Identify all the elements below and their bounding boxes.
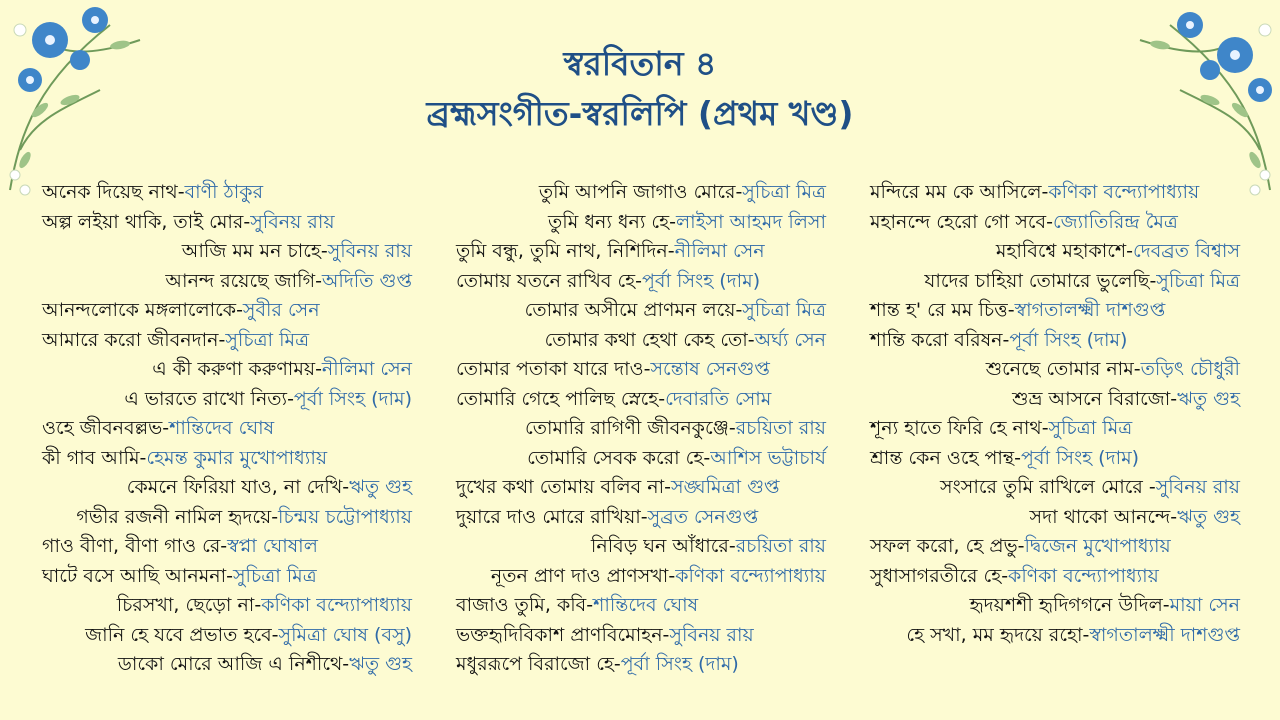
list-item — [42, 444, 412, 474]
dash-separator: - — [320, 240, 328, 262]
singer-name: সুবিনয় রায় — [1155, 476, 1240, 498]
dash-separator: - — [1162, 594, 1170, 616]
dash-separator: - — [664, 476, 671, 498]
list-item — [870, 326, 1240, 356]
singer-name: ঋতু গুহ — [349, 476, 412, 498]
list-item — [870, 208, 1240, 238]
dash-separator: - — [1046, 210, 1053, 233]
song-title: মন্দিরে মম কে আসিলে — [870, 181, 1042, 203]
dash-separator: - — [315, 358, 322, 380]
singer-name: সুবিনয় রায় — [327, 240, 412, 262]
list-item — [870, 414, 1240, 444]
song-title: তুমি বন্ধু, তুমি নাথ, নিশিদিন — [456, 240, 668, 262]
song-title: সংসারে তুমি রাখিলে মোরে — [940, 476, 1149, 498]
song-title: শূন্য হাতে ফিরি হে নাথ — [870, 417, 1042, 439]
singer-name: বাণী ঠাকুর — [184, 181, 264, 203]
list-item — [42, 267, 412, 297]
singer-name: সুচিত্রা মিত্র — [225, 328, 310, 351]
singer-name: রচয়িতা রায় — [735, 535, 826, 557]
dash-separator: - — [218, 328, 226, 351]
song-title: অল্প লইয়া থাকি, তাই মোর — [42, 210, 244, 233]
list-item — [456, 503, 826, 533]
song-title: বাজাও তুমি, কবি — [456, 594, 587, 616]
singer-name: অদিতি গুপ্ত — [321, 269, 412, 292]
song-title: তোমারি রাগিণী জীবনকুঞ্জে — [525, 417, 729, 439]
list-item — [42, 621, 412, 651]
singer-name: সুচিত্রা মিত্র — [742, 299, 826, 321]
singer-name: সুবীর সেন — [242, 299, 320, 321]
list-item — [42, 385, 412, 415]
list-item — [456, 650, 826, 680]
dash-separator: - — [643, 358, 651, 380]
song-title: হৃদয়শশী হৃদিগগনে উদিল — [969, 594, 1163, 616]
song-title: আমারে করো জীবনদান — [42, 328, 219, 351]
singer-name: অর্ঘ্য সেন — [754, 328, 826, 351]
dash-separator: - — [1014, 446, 1021, 469]
singer-name: স্বাগতালক্ষ্মী দাশগুপ্ত — [1089, 623, 1240, 646]
singer-name: স্বপ্না ঘোষাল — [227, 535, 318, 557]
singer-name: মায়া সেন — [1169, 594, 1240, 616]
singer-name: পূর্বা সিংহ (দাম) — [642, 269, 761, 292]
list-item — [456, 473, 826, 503]
list-item — [870, 621, 1240, 651]
list-item — [456, 296, 826, 326]
list-item — [42, 473, 412, 503]
page-title: স্বরবিতান ৪ — [563, 44, 717, 83]
singer-name: তড়িৎ চৌধুরী — [1140, 358, 1240, 380]
song-title: দুখের কথা তোমায় বলিব না — [456, 476, 665, 498]
singer-name: শান্তিদেব ঘোষ — [169, 417, 275, 439]
dash-separator: - — [640, 505, 648, 528]
dash-separator: - — [586, 594, 594, 616]
song-title: গাও বীণা, বীণা গাও রে — [42, 535, 221, 557]
song-title: শান্ত হ' রে মম চিত্ত — [870, 299, 1008, 321]
list-item — [870, 385, 1240, 415]
singer-name: জ্যোতিরিন্দ্র মৈত্র — [1052, 210, 1178, 233]
singer-name: আশিস ভট্টাচার্য — [710, 446, 826, 469]
dash-separator: - — [1126, 240, 1133, 262]
singer-name: চিন্ময় চট্টোপাধ্যায় — [278, 505, 412, 528]
dash-separator: - — [1170, 387, 1178, 410]
dash-separator: - — [1170, 505, 1178, 528]
song-title: নিবিড় ঘন আঁধারে — [590, 535, 729, 557]
singer-name: সঙ্ঘমিত্রা গুপ্ত — [671, 476, 780, 498]
dash-separator: - — [1002, 328, 1010, 351]
list-item — [42, 562, 412, 592]
list-item — [870, 267, 1240, 297]
singer-name: সুবিনয় রায় — [250, 210, 335, 233]
list-item — [42, 650, 412, 680]
song-title: তোমার পতাকা যারে দাও — [456, 358, 644, 380]
song-title: কেমনে ফিরিয়া যাও, না দেখি — [126, 476, 343, 498]
song-title: তোমারি সেবক করো হে — [527, 446, 704, 469]
singer-name: স্বাগতালক্ষ্মী দাশগুপ্ত — [1014, 299, 1166, 321]
singer-name: পূর্বা সিংহ (দাম) — [620, 653, 739, 675]
singer-name: সুচিত্রা মিত্র — [233, 564, 317, 587]
song-title: তোমায় যতনে রাখিব হে — [456, 269, 636, 292]
song-title: তুমি ধন্য ধন্য হে — [548, 210, 670, 233]
song-title: সুধাসাগরতীরে হে — [870, 564, 1002, 587]
singer-name: সন্তোষ সেনগুপ্ত — [650, 358, 770, 380]
singer-name: কণিকা বন্দ্যোপাধ্যায় — [1008, 564, 1159, 587]
song-column-1 — [42, 178, 412, 698]
dash-separator: - — [668, 564, 676, 587]
singer-name: পূর্বা সিংহ (দাম) — [1020, 446, 1140, 469]
list-item — [456, 237, 826, 267]
singer-name: নীলিমা সেন — [321, 358, 412, 380]
dash-separator: - — [735, 299, 743, 321]
song-title: তোমার অসীমে প্রাণমন লয়ে — [524, 299, 736, 321]
list-item — [870, 296, 1240, 326]
song-title: আনন্দলোকে মঙ্গলালোকে — [42, 299, 237, 321]
song-title: কী গাব আমি — [42, 446, 140, 469]
dash-separator: - — [342, 653, 350, 675]
dash-separator: - — [220, 535, 228, 557]
list-item — [456, 444, 826, 474]
list-item — [42, 355, 412, 385]
song-column-2 — [456, 178, 826, 698]
list-item — [456, 385, 826, 415]
singer-name: সুব্রত সেনগুপ্ত — [647, 505, 759, 528]
dash-separator: - — [735, 181, 743, 203]
list-item — [42, 237, 412, 267]
singer-name: সুবিনয় রায় — [669, 623, 754, 646]
dash-separator: - — [1149, 269, 1157, 292]
singer-name: কণিকা বন্দ্যোপাধ্যায় — [261, 594, 412, 616]
dash-separator: - — [162, 417, 170, 439]
dash-separator: - — [667, 240, 675, 262]
list-item — [870, 473, 1240, 503]
dash-separator: - — [1082, 623, 1090, 646]
dash-separator: - — [236, 299, 243, 321]
singer-name: দেবারতি সোম — [665, 387, 772, 410]
list-item — [870, 178, 1240, 208]
singer-name: সুমিত্রা ঘোষ (বসু) — [278, 623, 412, 646]
dash-separator: - — [747, 328, 755, 351]
singer-name: দেবব্রত বিশ্বাস — [1133, 240, 1240, 262]
song-title: হে সখা, মম হৃদয়ে রহো — [906, 623, 1083, 646]
song-title: মহাবিশ্বে মহাকাশে — [995, 240, 1127, 262]
singer-name: হেমন্ত কুমার মুখোপাধ্যায় — [146, 446, 328, 469]
list-item — [870, 237, 1240, 267]
song-title: শুভ্র আসনে বিরাজো — [1012, 387, 1171, 410]
dash-separator: - — [271, 505, 279, 528]
list-item — [456, 414, 826, 444]
song-title: শান্তি করো বরিষন — [870, 328, 1003, 351]
singer-name: কণিকা বন্দ্যোপাধ্যায় — [675, 564, 826, 587]
list-item — [456, 621, 826, 651]
dash-separator: - — [658, 387, 666, 410]
song-title: আনন্দ রয়েছে জাগি — [165, 269, 316, 292]
dash-separator: - — [254, 594, 262, 616]
song-title: আজি মম মন চাহে — [181, 240, 321, 262]
song-title: নূতন প্রাণ দাও প্রাণসখা — [490, 564, 669, 587]
singer-name: পূর্বা সিংহ (দাম) — [1009, 328, 1128, 351]
dash-separator: - — [243, 210, 251, 233]
song-title: ওহে জীবনবল্লভ — [42, 417, 163, 439]
list-item — [456, 326, 826, 356]
dash-separator: - — [1041, 417, 1049, 439]
list-item — [870, 444, 1240, 474]
list-item — [456, 178, 826, 208]
singer-name: সুচিত্রা মিত্র — [1048, 417, 1133, 439]
list-item — [456, 267, 826, 297]
list-item — [456, 208, 826, 238]
list-item — [42, 503, 412, 533]
song-title: মধুররূপে বিরাজো হে — [456, 653, 614, 675]
song-title: সদা থাকো আনন্দে — [1029, 505, 1171, 528]
singer-name: ঋতু গুহ — [349, 653, 412, 675]
dash-separator: - — [315, 269, 322, 292]
song-title: ডাকো মোরে আজি এ নিশীথে — [117, 653, 343, 675]
list-item — [42, 326, 412, 356]
song-title: জানি হে যবে প্রভাত হবে — [85, 623, 272, 646]
singer-name: পূর্বা সিংহ (দাম) — [293, 387, 412, 410]
dash-separator: - — [728, 535, 736, 557]
song-title: সফল করো, হে প্রভু — [870, 535, 1018, 557]
singer-name: ঋতু গুহ — [1177, 387, 1240, 410]
dash-separator: - — [669, 210, 676, 233]
dash-separator: - — [728, 417, 736, 439]
song-title: গভীর রজনী নামিল হৃদয়ে — [76, 505, 272, 528]
list-item — [870, 503, 1240, 533]
dash-separator: - — [1001, 564, 1009, 587]
song-title: অনেক দিয়েছ নাথ — [42, 181, 178, 203]
list-item — [42, 591, 412, 621]
song-title: ঘাটে বসে আছি আনমনা — [42, 564, 227, 587]
dash-separator: - — [635, 269, 643, 292]
song-title: ভক্তহৃদিবিকাশ প্রাণবিমোহন — [456, 623, 663, 646]
singer-name: দ্বিজেন মুখোপাধ্যায় — [1024, 535, 1171, 557]
list-item — [870, 532, 1240, 562]
song-title: যাদের চাহিয়া তোমারে ভুলেছি — [924, 269, 1150, 292]
song-title: দুয়ারে দাও মোরে রাখিয়া — [456, 505, 641, 528]
dash-separator: - — [226, 564, 233, 587]
list-item — [870, 355, 1240, 385]
list-item — [456, 532, 826, 562]
singer-name: সুচিত্রা মিত্র — [1156, 269, 1240, 292]
list-item — [456, 591, 826, 621]
singer-name: শান্তিদেব ঘোষ — [593, 594, 699, 616]
list-item — [42, 414, 412, 444]
dash-separator: - — [613, 653, 621, 675]
dash-separator: - — [342, 476, 350, 498]
singer-name: কণিকা বন্দ্যোপাধ্যায় — [1048, 181, 1200, 203]
list-item — [42, 296, 412, 326]
list-item — [456, 355, 826, 385]
song-title: এ ভারতে রাখো নিত্য — [124, 387, 288, 410]
song-title: তোমারি গেহে পালিছ স্নেহে — [456, 387, 659, 410]
dash-separator: - — [1017, 535, 1025, 557]
dash-separator: - — [287, 387, 294, 410]
song-title: মহানন্দে হেরো গো সবে — [870, 210, 1047, 233]
song-title: এ কী করুণা করুণাময় — [152, 358, 316, 380]
list-item — [42, 208, 412, 238]
dash-separator: - — [1041, 181, 1049, 203]
list-item — [42, 178, 412, 208]
list-item — [870, 591, 1240, 621]
song-title: চিরসখা, ছেড়ো না — [116, 594, 255, 616]
song-title: শ্রান্ত কেন ওহে পান্থ — [870, 446, 1015, 469]
dash-separator: - — [1148, 476, 1156, 498]
song-title: শুনেছে তোমার নাম — [985, 358, 1134, 380]
dash-separator: - — [139, 446, 147, 469]
list-item — [42, 532, 412, 562]
dash-separator: - — [703, 446, 711, 469]
song-title: তুমি আপনি জাগাও মোরে — [538, 181, 736, 203]
song-column-3 — [870, 178, 1240, 698]
dash-separator: - — [1133, 358, 1141, 380]
list-item — [870, 562, 1240, 592]
page-subtitle: ব্রহ্মসংগীত-স্বরলিপি (প্রথম খণ্ড) — [426, 94, 854, 133]
dash-separator: - — [662, 623, 670, 646]
list-item — [456, 562, 826, 592]
dash-separator: - — [271, 623, 279, 646]
dash-separator: - — [177, 181, 185, 203]
song-title: তোমার কথা হেথা কেহ তো — [544, 328, 748, 351]
singer-name: সুচিত্রা মিত্র — [742, 181, 826, 203]
singer-name: লাইসা আহমদ লিসা — [675, 210, 826, 233]
singer-name: নীলিমা সেন — [674, 240, 765, 262]
singer-name: রচয়িতা রায় — [735, 417, 826, 439]
singer-name: ঋতু গুহ — [1177, 505, 1240, 528]
dash-separator: - — [1007, 299, 1015, 321]
